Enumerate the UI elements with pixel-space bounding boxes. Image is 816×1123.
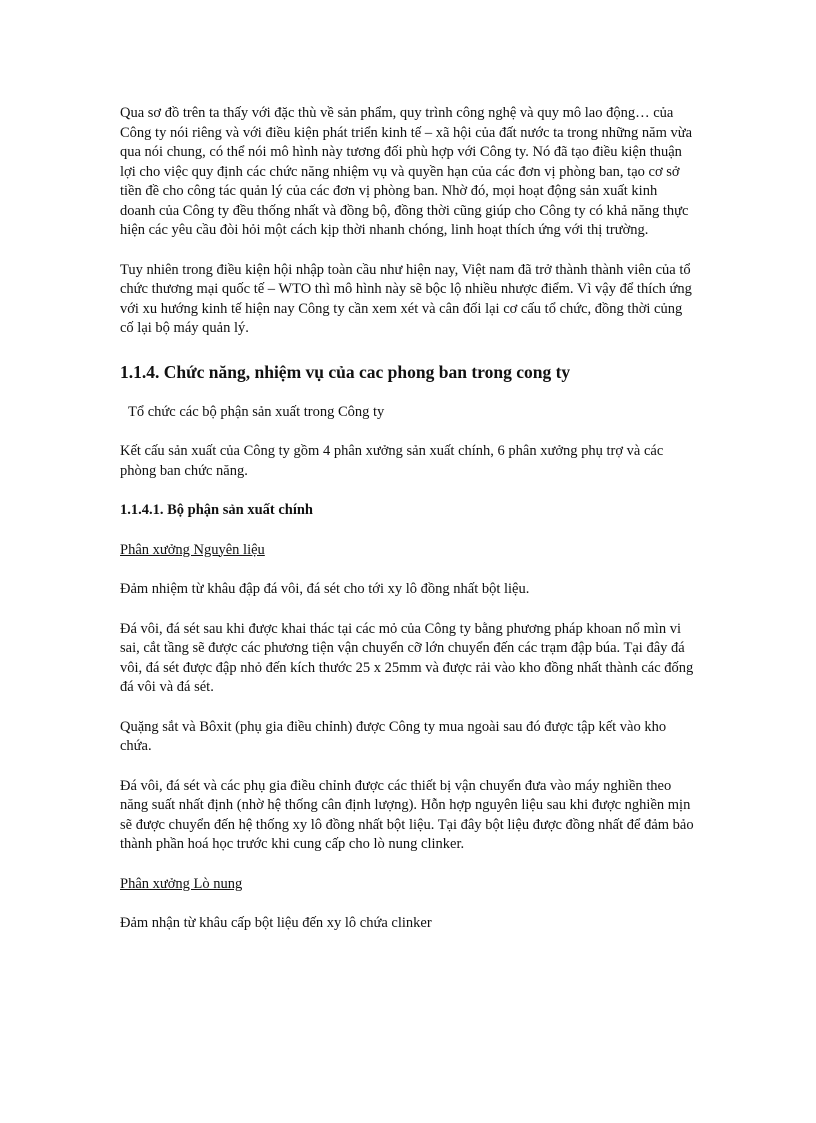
intro-paragraph-1: Qua sơ đồ trên ta thấy với đặc thù về sản phẩm, quy trình công nghệ và quy mô lao động… của Công ty nói riêng và với điều kiện phát triển kinh tế – xã hội của đất nước ta trong những năm vừa qua nói chung, có thể nói mô hình này tương đối phù hợp với Công ty. Nó đã tạo điều kiện thuận lợi cho việc quy định các chức năng nhiệm vụ và quyền hạn của các đơn vị phòng ban, tạo cơ sở tiền đề cho công tác quản lý của các đơn vị phòng ban. Nhờ đó, mọi hoạt động sản xuất kinh doanh của Công ty đều thống nhất và đồng bộ, đồng thời cũng giúp cho Công ty có khả năng thực hiện các yêu cầu đòi hỏi một cách kịp thời nhanh chóng, linh hoạt thích ứng với thị trường. xyxy=(120,105,693,238)
subsection-heading: 1.1.4.1. Bộ phận sản xuất chính xyxy=(120,502,313,518)
kiln-paragraph-1: Đảm nhận từ khâu cấp bột liệu đến xy lô chứa clinker xyxy=(120,915,432,931)
structure-paragraph: Kết cấu sản xuất của Công ty gồm 4 phân xưởng sản xuất chính, 6 phân xưởng phụ trợ và các phòng ban chức năng. xyxy=(120,443,664,479)
raw-materials-paragraph-4: Đá vôi, đá sét và các phụ gia điều chỉnh được các thiết bị vận chuyển đưa vào máy nghiền theo năng suất nhất định (nhờ hệ thống cân định lượng). Hỗn hợp nguyên liệu sau khi được nghiền mịn sẽ được chuyển đến hệ thống xy lô đồng nhất bột liệu. Tại đây bột liệu được đồng nhất để đảm bảo thành phần hoá học trước khi cung cấp cho lò nung clinker. xyxy=(120,777,694,852)
workshop-title-kiln: Phân xưởng Lò nung xyxy=(120,875,243,892)
raw-materials-paragraph-1: Đảm nhiệm từ khâu đập đá vôi, đá sét cho tới xy lô đồng nhất bột liệu. xyxy=(120,581,530,597)
intro-paragraph-2: Tuy nhiên trong điều kiện hội nhập toàn cầu như hiện nay, Việt nam đã trở thành thành viên của tổ chức thương mại quốc tế – WTO thì mô hình này sẽ bộc lộ nhiều nhược điểm. Vì vậy để thích ứng với xu hướng kinh tế hiện nay Công ty cần xem xét và cân đối lại cơ cấu tổ chức, đồng thời củng cố lại bộ máy quản lý. xyxy=(120,261,692,336)
workshop-title-raw-materials: Phân xưởng Nguyên liệu xyxy=(120,541,265,558)
document-page xyxy=(120,104,696,954)
raw-materials-paragraph-2: Đá vôi, đá sét sau khi được khai thác tại các mỏ của Công ty bằng phương pháp khoan nổ mìn vi sai, cắt tầng sẽ được các phương tiện vận chuyển cỡ lớn chuyển đến các trạm đập búa. Tại đây đá vôi, đá sét được đập nhỏ đến kích thước 25 x 25mm và được rải vào kho đồng nhất thành các đống đá vôi và đá sét. xyxy=(120,620,694,695)
raw-materials-paragraph-3: Quặng sắt và Bôxit (phụ gia điều chỉnh) được Công ty mua ngoài sau đó được tập kết vào kho chứa. xyxy=(120,718,667,754)
section-heading: 1.1.4. Chức năng, nhiệm vụ của cac phong ban trong cong ty xyxy=(120,361,571,382)
org-structure-line: Tổ chức các bộ phận sản xuất trong Công ty xyxy=(128,403,385,420)
